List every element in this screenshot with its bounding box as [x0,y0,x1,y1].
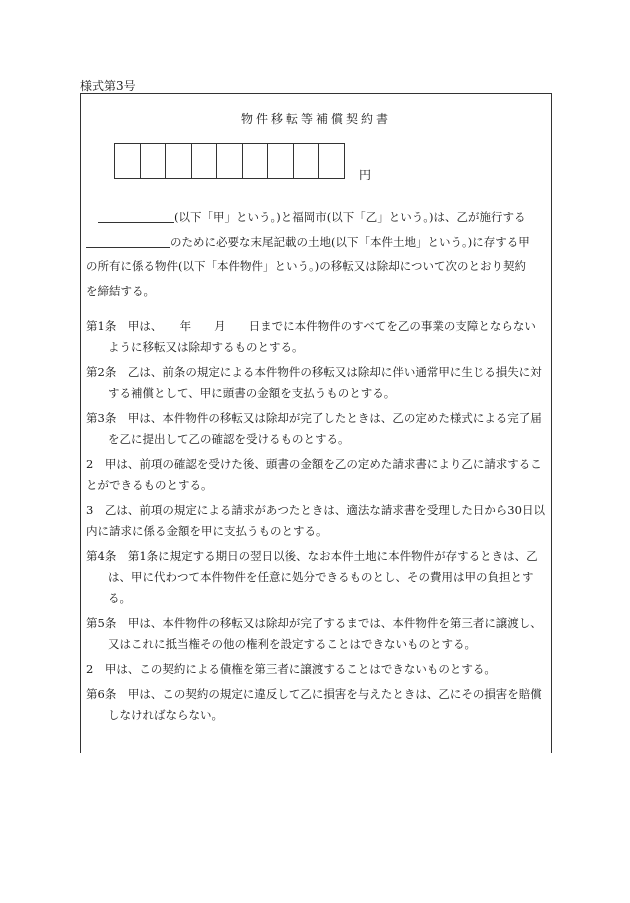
form-number: 様式第3号 [80,79,136,93]
preamble-line-2 [86,230,550,255]
contract-article [86,500,550,542]
contract-frame [80,93,552,753]
article-continuation-line: しなければならない。 [108,708,223,722]
contract-article [86,659,550,680]
preamble-line-3: の所有に係る物件(以下「本件物件」という。)の移転又は除却について次のとおり契約 [86,259,526,273]
amount-digit-box[interactable] [192,143,218,179]
article-continuation-line: とができるものとする。 [86,478,213,492]
amount-boxes [114,143,345,179]
contract-article [86,684,550,726]
preamble-text-2: のために必要な末尾記載の土地(以下「本件土地」という。)に存する甲 [170,234,530,249]
article-first-line: 第1条 甲は、 年 月 日までに本件物件のすべてを乙の事業の支障とならない [86,319,536,333]
article-continuation-line: する補償として、甲に頭書の金額を支払うものとする。 [108,386,396,400]
amount-digit-box[interactable] [294,143,320,179]
contract-article [86,362,550,404]
article-first-line: 第4条 第1条に規定する期日の翌日以後、なお本件土地に本件物件が存するときは、乙 [86,549,538,563]
amount-digit-box[interactable] [141,143,167,179]
party-name-blank[interactable] [98,208,174,223]
project-name-blank[interactable] [86,233,170,248]
amount-digit-box[interactable] [319,143,345,179]
article-first-line: 2 甲は、この契約による債権を第三者に譲渡することはできないものとする。 [86,662,496,676]
preamble-text-1: (以下「甲」という。)と福岡市(以下「乙」という。)は、乙が施行する [174,210,526,224]
articles [86,316,550,730]
article-first-line: 第6条 甲は、この契約の規定に違反して乙に損害を与えたときは、乙にその損害を賠償 [86,687,542,701]
contract-article [86,316,550,358]
preamble-line-1 [86,205,550,230]
article-continuation-line: は、甲に代わつて本件物件を任意に処分できるものとし、その費用は甲の負担とす [108,570,534,584]
preamble-line-4: を締結する。 [86,283,155,298]
preamble [86,205,550,303]
article-continuation-line: を乙に提出して乙の確認を受けるものとする。 [108,432,350,446]
contract-article [86,454,550,496]
article-continuation-line: 又はこれに抵当権その他の権利を設定することはできないものとする。 [108,637,476,651]
contract-article [86,613,550,655]
article-first-line: 3 乙は、前項の規定による請求があつたときは、適法な請求書を受理した日から30日以 [86,503,545,517]
amount-digit-box[interactable] [217,143,243,179]
article-continuation-line: る。 [108,591,131,605]
article-continuation-line: ように移転又は除却するものとする。 [108,340,304,354]
contract-article [86,408,550,450]
amount-digit-box[interactable] [268,143,294,179]
article-first-line: 2 甲は、前項の確認を受けた後、頭書の金額を乙の定めた請求書により乙に請求するこ [86,457,542,471]
article-first-line: 第5条 甲は、本件物件の移転又は除却が完了するまでは、本件物件を第三者に譲渡し、 [86,616,542,630]
article-first-line: 第3条 甲は、本件物件の移転又は除却が完了したときは、乙の定めた様式による完了届 [86,411,542,425]
contract-article [86,546,550,609]
amount-digit-box[interactable] [243,143,269,179]
amount-digit-box[interactable] [166,143,192,179]
document-title: 物件移転等補償契約書 [240,112,391,126]
amount-unit: 円 [359,168,372,182]
article-first-line: 第2条 乙は、前条の規定による本件物件の移転又は除却に伴い通常甲に生じる損失に対 [86,365,542,379]
article-continuation-line: 内に請求に係る金額を甲に支払うものとする。 [86,524,328,538]
amount-digit-box[interactable] [115,143,141,179]
